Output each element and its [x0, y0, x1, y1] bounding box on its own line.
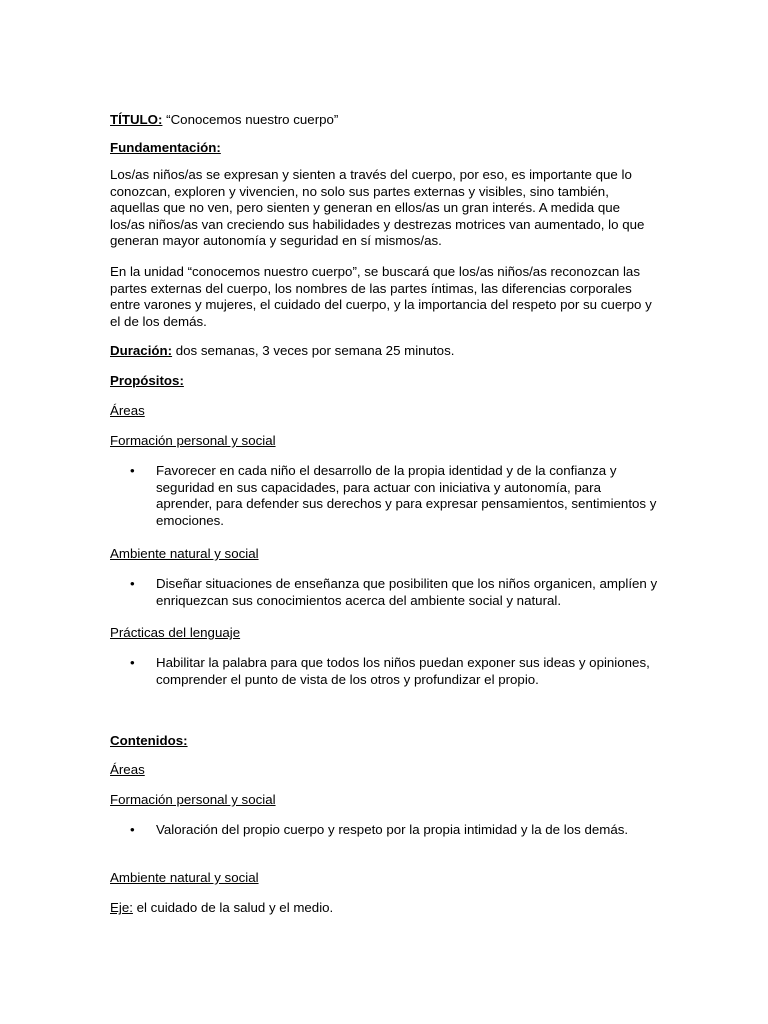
contenidos-bullet-1 [130, 822, 660, 839]
duracion-label: Duración: [110, 343, 173, 358]
eje-line [110, 900, 658, 917]
propositos-bullet-1-text: Favorecer en cada niño el desarrollo de la propia identidad y de la confianza y seguridad en sus capacidades, para actuar con iniciativa y autonomía, para aprender, para defender sus derechos y para expresar pensamientos, sentimientos y emociones. [156, 463, 657, 528]
duracion-line [110, 343, 658, 360]
contenidos-area-formacion: Formación personal y social [110, 792, 276, 807]
fundamentacion-heading: Fundamentación: [110, 140, 221, 155]
bullet-icon: • [130, 822, 135, 837]
title-value: “Conocemos nuestro cuerpo” [166, 112, 339, 127]
fundamentacion-paragraph-1: Los/as niños/as se expresan y sienten a través del cuerpo, por eso, es importante que lo conozcan, exploren y vivencien, no solo sus partes externas y visibles, sino también, aquellas que no ven, pero sienten y generan en ellos/as un gran interés. A medida que los/as niños/as van creciendo sus habilidades y destrezas motrices van aumentado, lo que generan mayor autonomía y seguridad en sí mismos/as. [110, 167, 645, 248]
propositos-area-lenguaje: Prácticas del lenguaje [110, 625, 241, 640]
propositos-area-ambiente: Ambiente natural y social [110, 546, 259, 561]
propositos-bullet-3 [130, 655, 660, 688]
propositos-heading: Propósitos: [110, 373, 184, 388]
title-line [110, 112, 658, 129]
contenidos-area-ambiente: Ambiente natural y social [110, 870, 259, 885]
title-label: TÍTULO: [110, 112, 163, 127]
bullet-icon: • [130, 655, 135, 670]
eje-value: el cuidado de la salud y el medio. [136, 900, 334, 915]
propositos-bullet-1 [130, 463, 660, 529]
propositos-bullet-2 [130, 576, 660, 609]
propositos-bullet-3-text: Habilitar la palabra para que todos los niños puedan exponer sus ideas y opiniones, comprender el punto de vista de los otros y profundizar el propio. [156, 655, 650, 687]
duracion-value: dos semanas, 3 veces por semana 25 minutos. [175, 343, 455, 358]
propositos-area-formacion: Formación personal y social [110, 433, 276, 448]
contenidos-areas: Áreas [110, 762, 145, 777]
eje-label: Eje: [110, 900, 133, 915]
bullet-icon: • [130, 576, 135, 591]
propositos-areas: Áreas [110, 403, 145, 418]
fundamentacion-paragraph-2: En la unidad “conocemos nuestro cuerpo”, se buscará que los/as niños/as reconozcan las partes externas del cuerpo, los nombres de las partes íntimas, las diferencias corporales entre varones y mujeres, el cuidado del cuerpo, y la importancia del respeto por su cuerpo y el de los demás. [110, 264, 652, 329]
bullet-icon: • [130, 463, 135, 478]
contenidos-bullet-1-text: Valoración del propio cuerpo y respeto por la propia intimidad y la de los demás. [156, 822, 629, 837]
contenidos-heading: Contenidos: [110, 733, 188, 748]
propositos-bullet-2-text: Diseñar situaciones de enseñanza que posibiliten que los niños organicen, amplíen y enriquezcan sus conocimientos acerca del ambiente social y natural. [156, 576, 658, 608]
